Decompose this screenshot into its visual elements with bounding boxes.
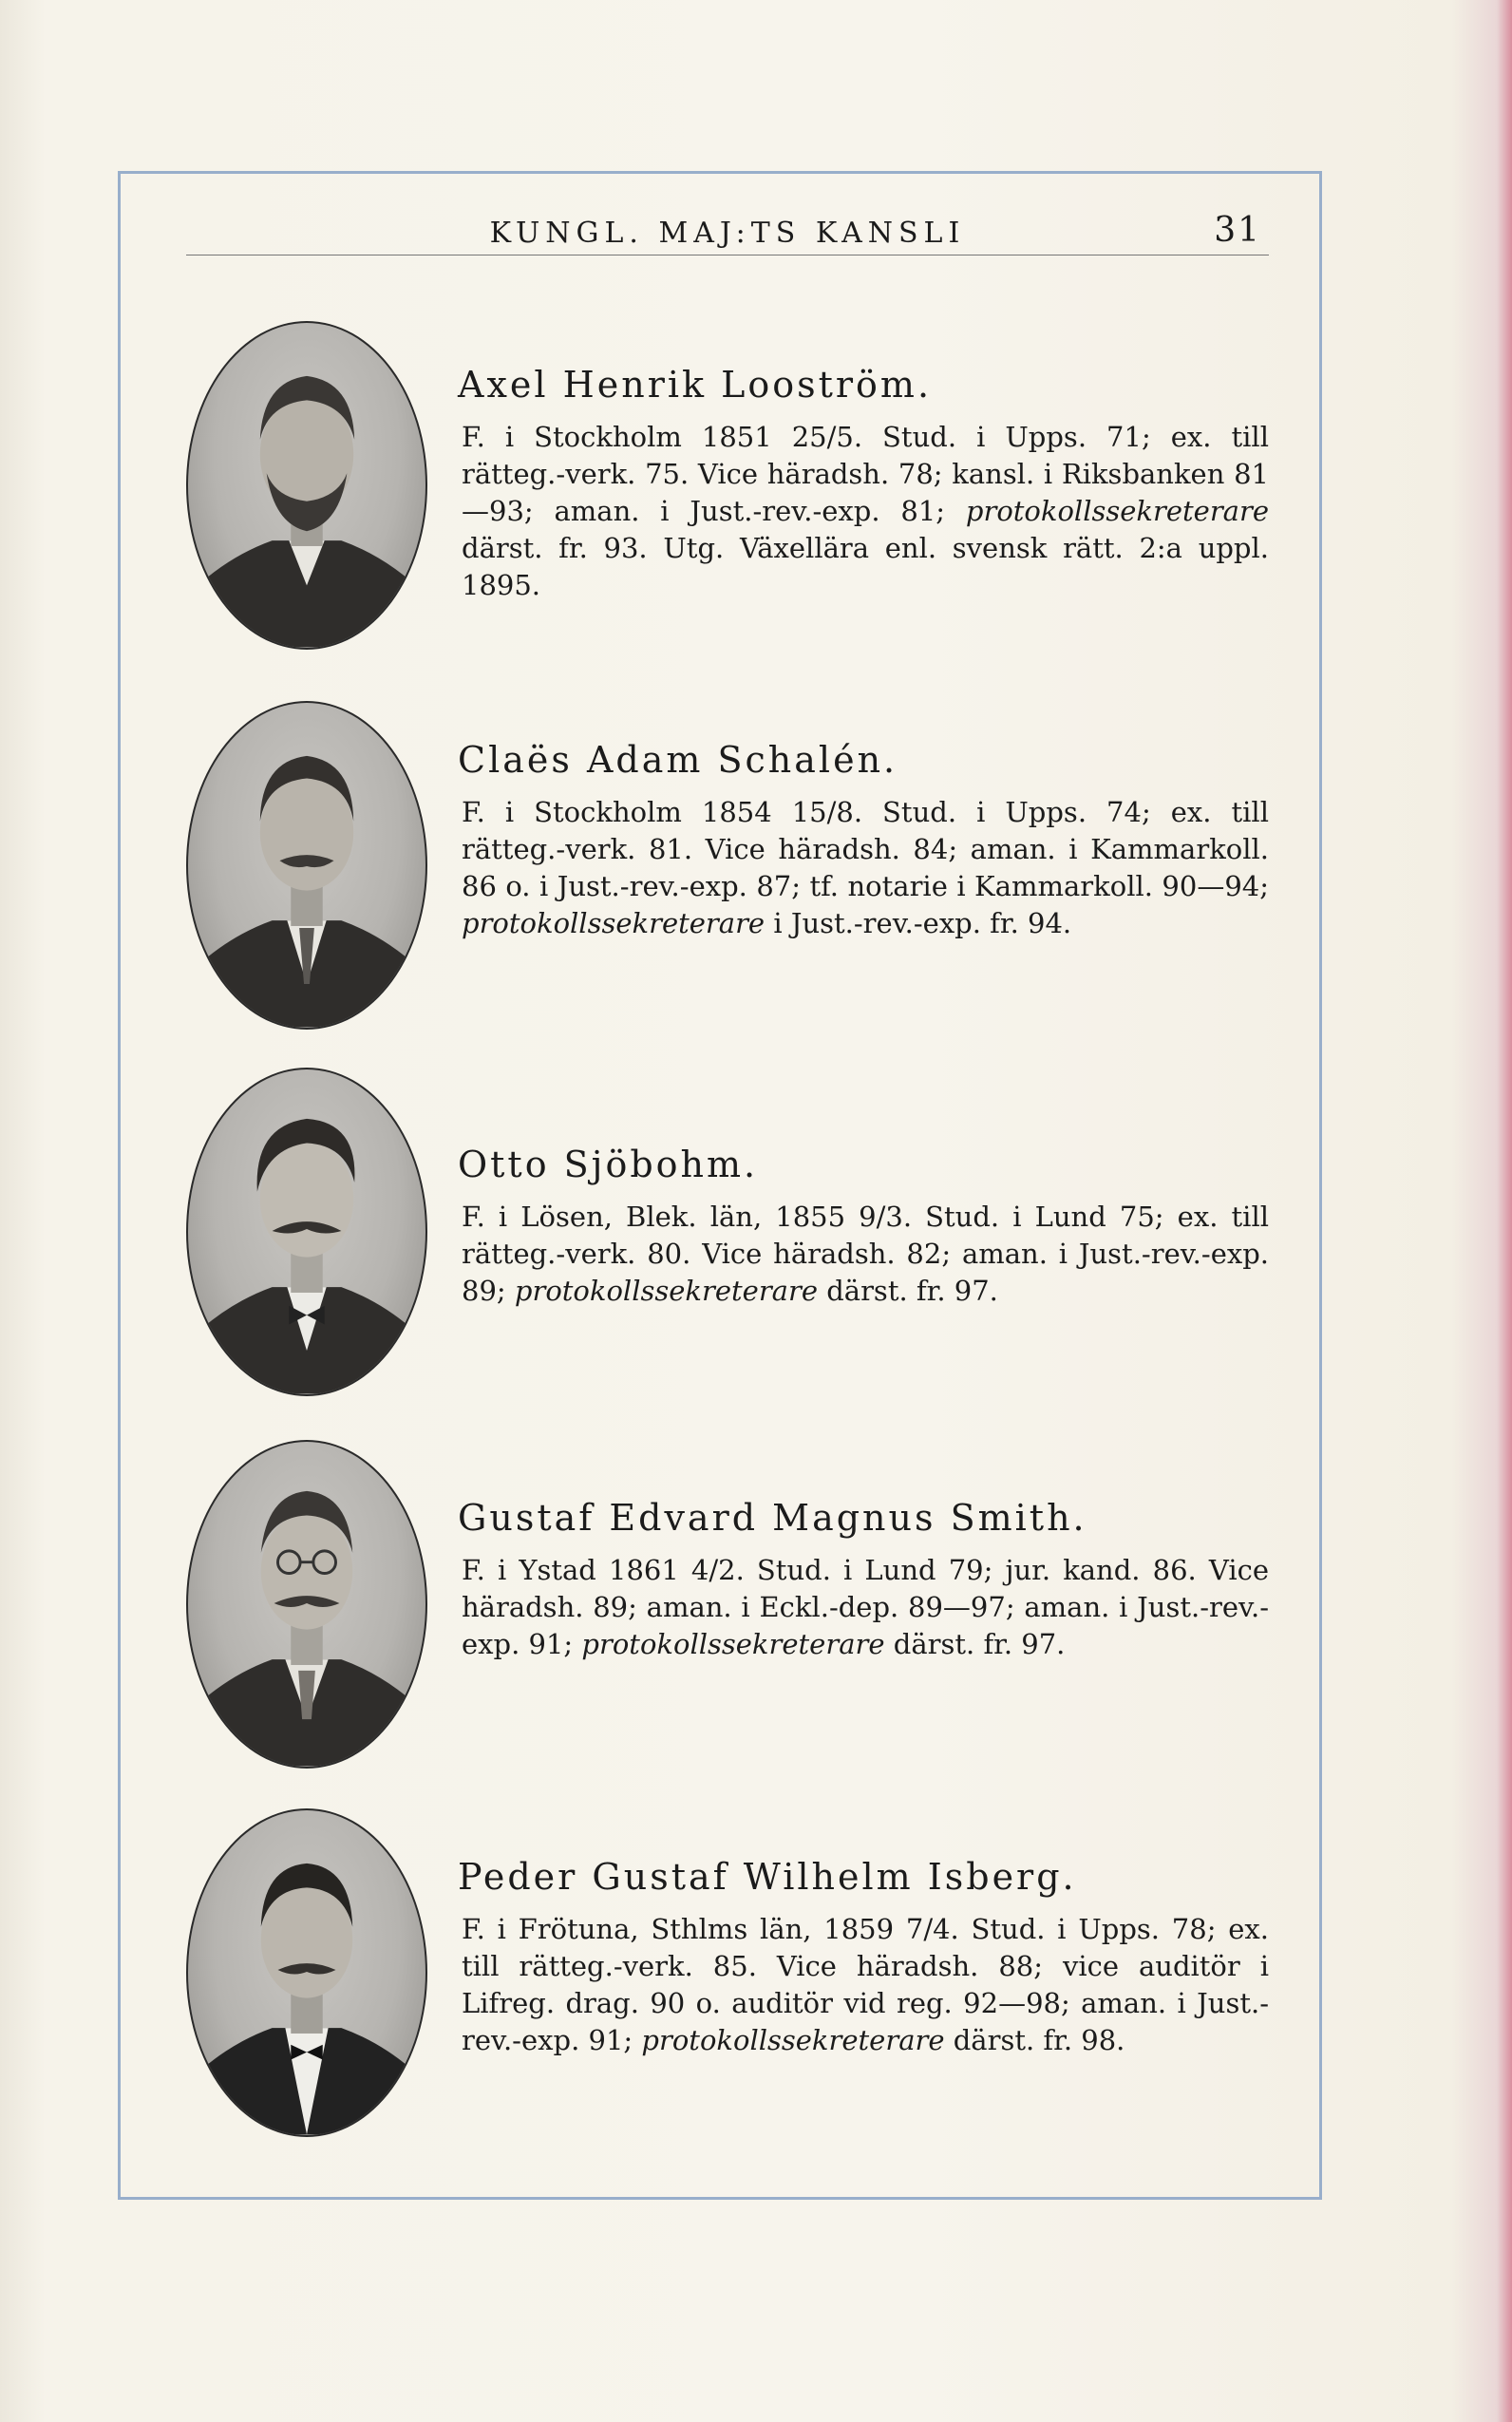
biography-text: F. i Stockholm 1851 25/5. Stud. i Upps. 71; ex. till rätteg.-verk. 75. Vice häradsh. 78; kansl. i Riksbanken 81—93; aman. i Just.-rev.-exp. 81; xyxy=(462,421,1269,527)
portrait-photo xyxy=(186,1440,427,1769)
person-biography xyxy=(458,1199,1269,1310)
portrait-photo xyxy=(186,1808,427,2137)
biography-text: F. i Lösen, Blek. län, 1855 9/3. Stud. i Lund 75; ex. till rätteg.-verk. 80. Vice häradsh. 82; aman. i Just.-rev.-exp. 89; xyxy=(462,1201,1269,1307)
portrait-illustration xyxy=(188,1069,425,1394)
biography-italic-term: protokollssekreterare xyxy=(514,1275,818,1307)
biography-text: i Just.-rev.-exp. fr. 94. xyxy=(765,907,1072,939)
biography-text: därst. fr. 93. Utg. Växellära enl. svensk rätt. 2:a uppl. 1895. xyxy=(462,532,1269,601)
running-head xyxy=(186,211,1269,255)
biography-text: F. i Stockholm 1854 15/8. Stud. i Upps. 74; ex. till rätteg.-verk. 81. Vice häradsh. 84; aman. i Kammarkoll. 86 o. i Just.-rev.-exp. 87; tf. notarie i Kammarkoll. 90—94; xyxy=(462,796,1269,902)
person-name: Otto Sjöbohm. xyxy=(458,1144,759,1185)
page-number: 31 xyxy=(1214,211,1261,250)
biography-text: därst. fr. 97. xyxy=(884,1628,1066,1660)
portrait-photo xyxy=(186,321,427,650)
person-biography xyxy=(458,794,1269,942)
person-name: Axel Henrik Looström. xyxy=(458,364,933,406)
biography-italic-term: protokollssekreterare xyxy=(965,495,1269,527)
portrait-photo xyxy=(186,1068,427,1396)
biography-italic-term: protokollssekreterare xyxy=(641,2024,945,2056)
biography-italic-term: protokollssekreterare xyxy=(462,907,765,939)
person-biography xyxy=(458,419,1269,604)
portrait-illustration xyxy=(188,703,425,1028)
biography-italic-term: protokollssekreterare xyxy=(581,1628,885,1660)
portrait-illustration xyxy=(188,323,425,648)
biography-text: F. i Frötuna, Sthlms län, 1859 7/4. Stud. i Upps. 78; ex. till rätteg.-verk. 85. Vice häradsh. 88; vice auditör i Lifreg. drag. 90 o. auditör vid reg. 92—98; aman. i Just.-rev.-exp. 91; xyxy=(462,1913,1269,2056)
biography-text: därst. fr. 97. xyxy=(818,1275,998,1307)
person-name: Claës Adam Schalén. xyxy=(458,739,898,781)
person-biography xyxy=(458,1552,1269,1663)
person-name: Gustaf Edvard Magnus Smith. xyxy=(458,1497,1087,1539)
person-biography xyxy=(458,1911,1269,2059)
portrait-photo xyxy=(186,701,427,1030)
person-name: Peder Gustaf Wilhelm Isberg. xyxy=(458,1856,1077,1898)
biography-text: därst. fr. 98. xyxy=(944,2024,1125,2056)
running-title: KUNGL. MAJ:TS KANSLI xyxy=(489,217,966,250)
biography-text: F. i Ystad 1861 4/2. Stud. i Lund 79; jur. kand. 86. Vice häradsh. 89; aman. i Eckl.-dep. 89—97; aman. i Just.-rev.-exp. 91; xyxy=(462,1554,1269,1660)
portrait-illustration xyxy=(188,1810,425,2135)
portrait-illustration xyxy=(188,1442,425,1767)
